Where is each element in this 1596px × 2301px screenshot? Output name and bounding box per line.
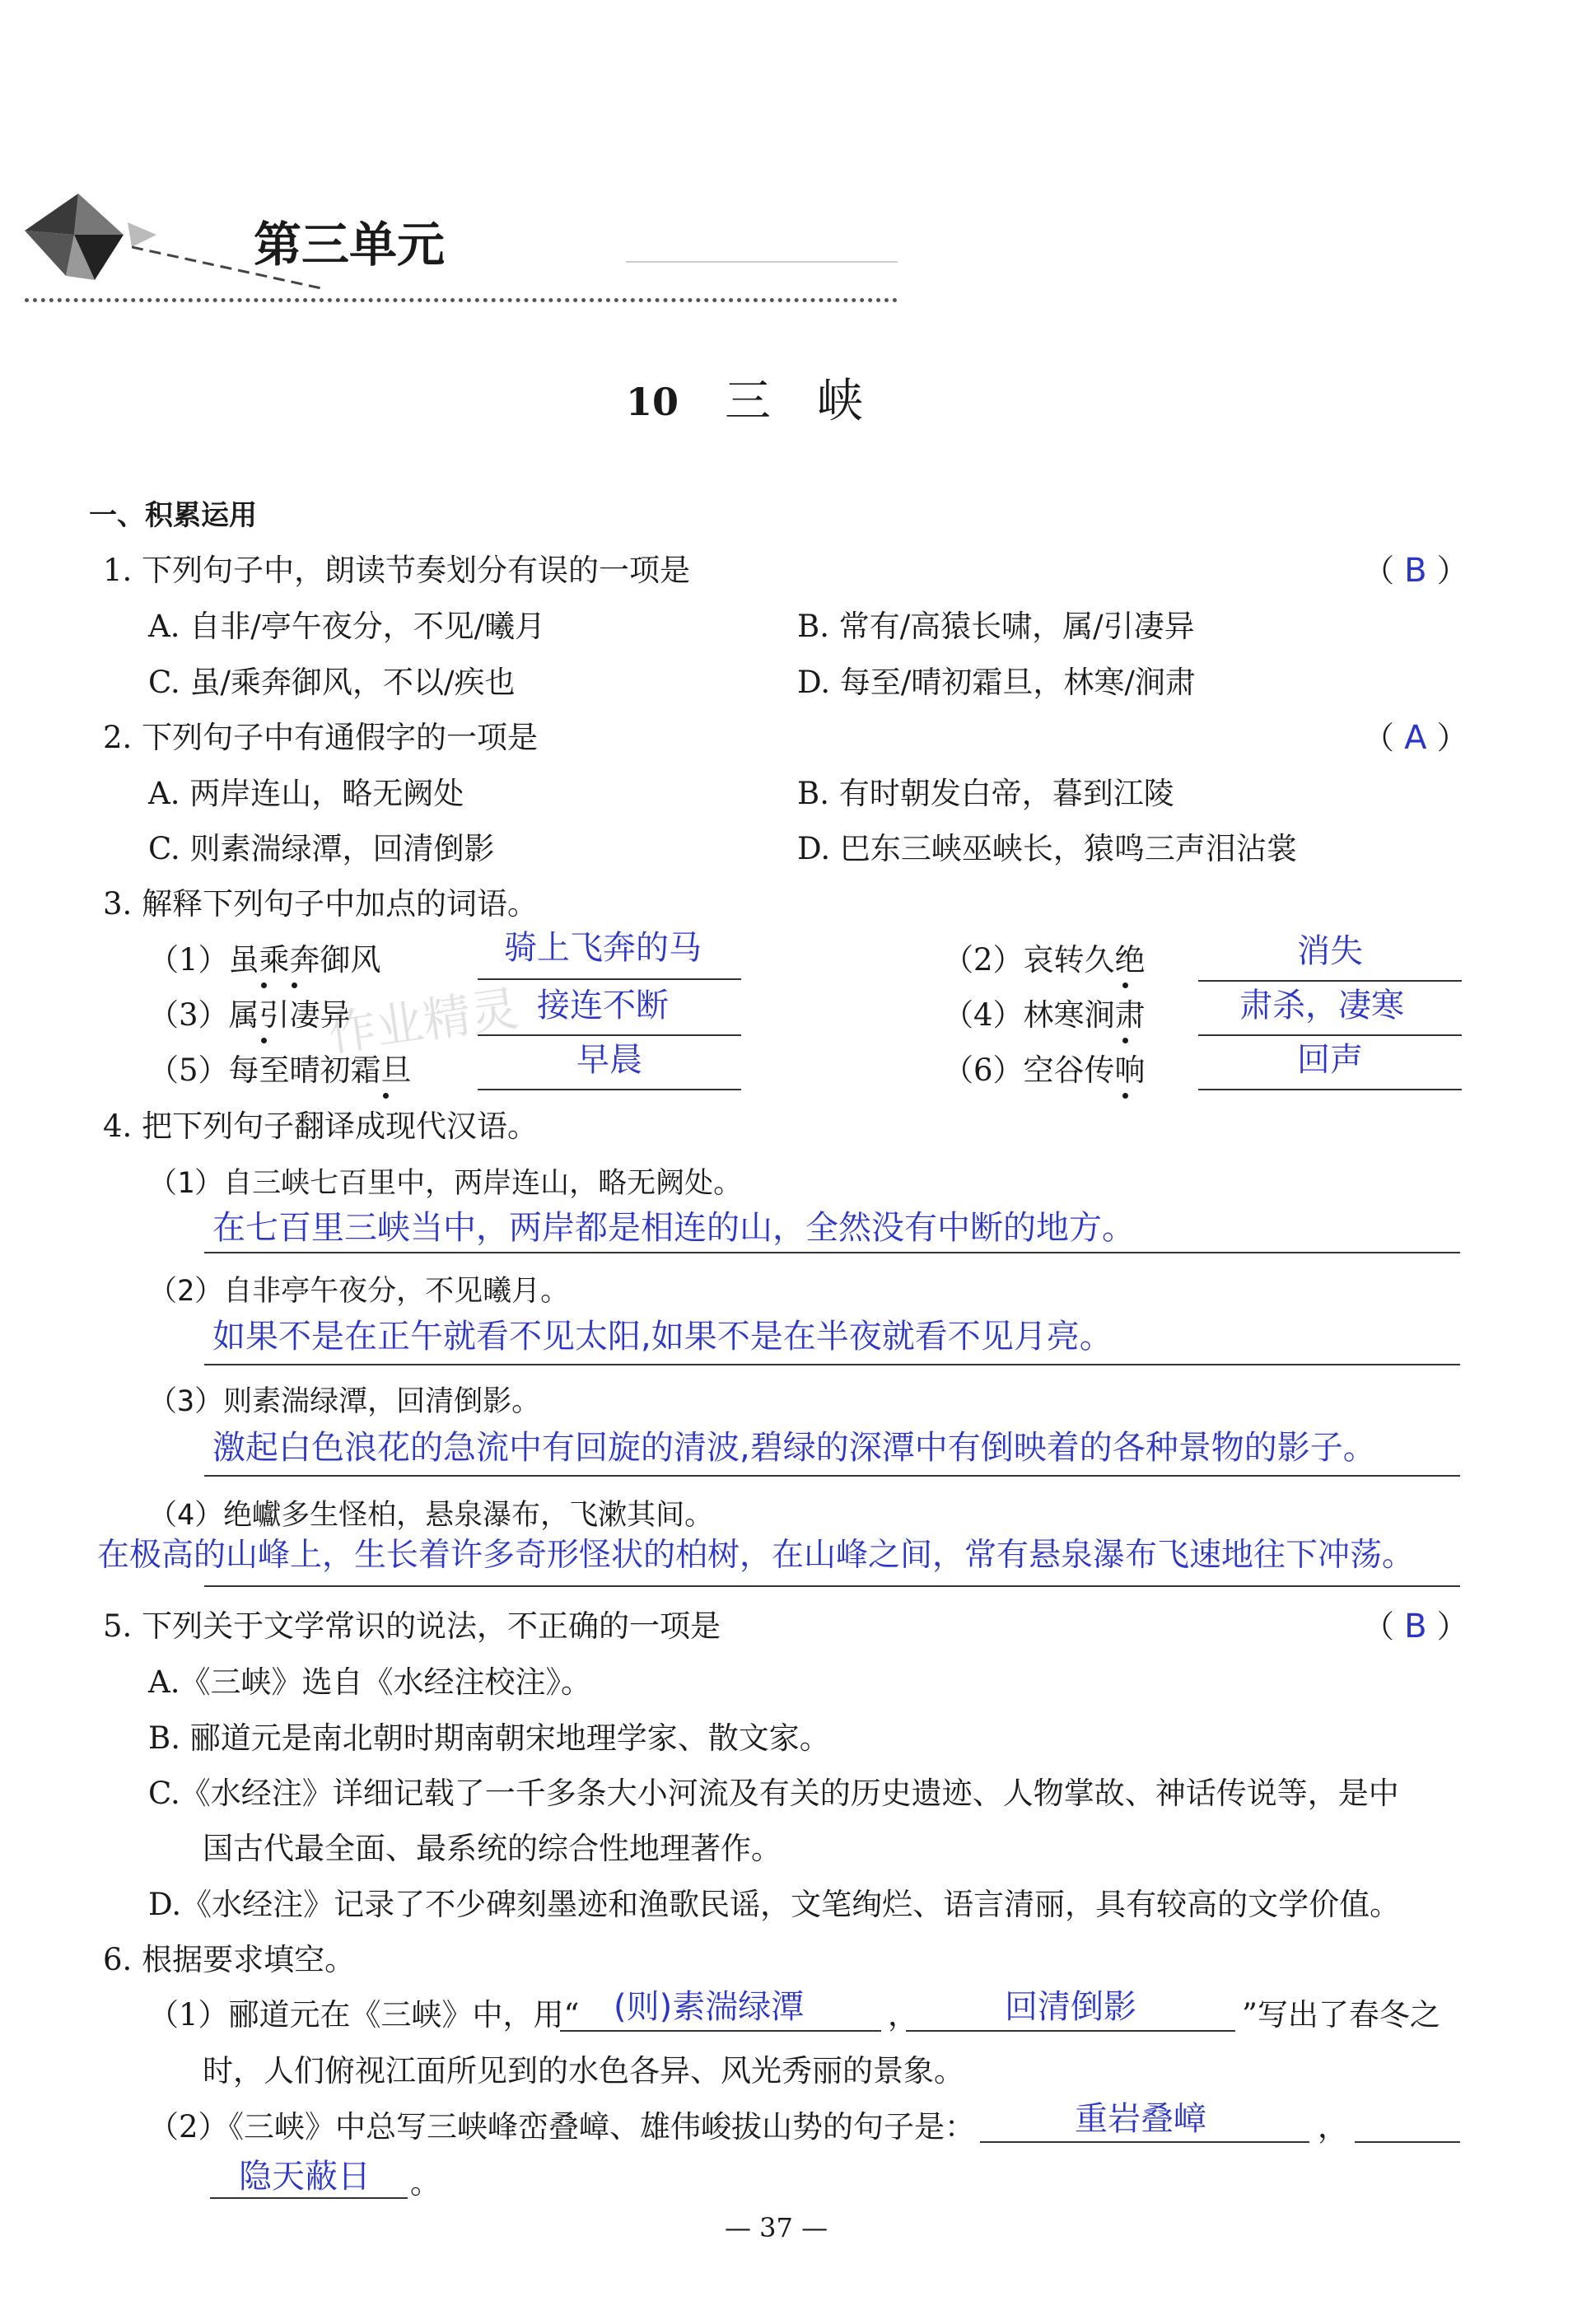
q2-answer-bracket: （ A ） [1363, 719, 1468, 757]
emphasis-dot [1122, 982, 1128, 988]
q5-option-b: B. 郦道元是南北朝时期南朝宋地理学家、散文家。 [148, 1720, 830, 1756]
q4-stem: 4. 把下列句子翻译成现代汉语。 [103, 1108, 539, 1144]
watermark: 作业精灵 [324, 980, 522, 1062]
q3-item-5-underline [478, 1089, 741, 1090]
emphasis-dot [1122, 1093, 1128, 1099]
lesson-number: 10 [626, 380, 679, 424]
q3-item-2-answer: 消失 [1297, 932, 1363, 970]
q1-stem: 1. 下列句子中，朗读节奏划分有误的一项是 [103, 553, 691, 588]
q6-p1-prefix: （1）郦道元在《三峡》中，用“ [148, 1997, 580, 2033]
q6-p1-blank-1 [560, 2030, 881, 2032]
header-dotted-divider [25, 298, 898, 302]
header-dash-line [132, 239, 898, 296]
q5-option-c: C.《水经注》详细记载了一千多条大小河流及有关的历史遗迹、人物掌故、神话传说等，是中 [148, 1776, 1399, 1811]
q4-item-2-label: （2）自非亭午夜分，不见曦月。 [148, 1275, 570, 1308]
q3-item-2-underline [1198, 980, 1462, 982]
q1-answer: B [1404, 552, 1427, 590]
q3-item-3-answer: 接连不断 [537, 987, 669, 1024]
q6-p1-answer-1: (则)素湍绿潭 [614, 1988, 805, 2026]
q4-item-4-label: （4）绝巘多生怪柏，悬泉瀑布，飞漱其间。 [148, 1499, 714, 1532]
q6-stem: 6. 根据要求填空。 [103, 1942, 356, 1977]
q6-p2-prefix: （2）《三峡》中总写三峡峰峦叠嶂、雄伟峻拔山势的句子是： [148, 2109, 976, 2145]
q4-item-3-underline [204, 1475, 1460, 1477]
emphasis-dot [383, 1093, 389, 1099]
q1-option-b: B. 常有/高猿长啸，属/引凄异 [797, 609, 1195, 644]
unit-title: 第三单元 [254, 217, 446, 273]
q6-p2-answer-2: 隐天蔽日 [239, 2158, 371, 2196]
q6-p2-comma: ， [1318, 2109, 1348, 2145]
q3-item-3-label: （3）属引凄异 [148, 997, 351, 1033]
q1-option-d: D. 每至/晴初霜旦，林寒/涧肃 [797, 665, 1196, 700]
emphasis-dot [1122, 1038, 1128, 1043]
emphasis-dot [261, 1038, 267, 1043]
q5-answer: B [1404, 1608, 1427, 1645]
q6-p1-suffix: ”写出了春冬之 [1242, 1997, 1440, 2033]
q2-option-a: A. 两岸连山，略无阙处 [148, 776, 464, 811]
q3-item-4-answer: 肃杀，凄寒 [1239, 987, 1404, 1024]
q4-item-3-label: （3）则素湍绿潭，回清倒影。 [148, 1385, 541, 1418]
q6-p1-cont: 时，人们俯视江面所见到的水色各异、风光秀丽的景象。 [203, 2053, 964, 2089]
q3-item-5-answer: 早晨 [576, 1041, 642, 1079]
q5-option-d: D.《水经注》记录了不少碑刻墨迹和渔歌民谣，文笔绚烂、语言清丽，具有较高的文学价值。 [148, 1887, 1401, 1922]
q4-item-3-answer: 激起白色浪花的急流中有回旋的清波,碧绿的深潭中有倒映着的各种景物的影子。 [212, 1429, 1376, 1467]
section-title: 一、积累运用 [89, 499, 257, 532]
q3-item-4-underline [1198, 1034, 1462, 1036]
q2-answer: A [1404, 719, 1427, 757]
q5-answer-bracket: （ B ） [1363, 1608, 1468, 1645]
q3-item-6-answer: 回声 [1297, 1041, 1363, 1079]
q2-stem: 2. 下列句子中有通假字的一项是 [103, 720, 539, 755]
emphasis-dot [292, 982, 297, 988]
q1-answer-bracket: （ B ） [1363, 552, 1468, 590]
q1-option-a: A. 自非/亭午夜分，不见/曦月 [148, 609, 546, 644]
q3-item-2-label: （2）哀转久绝 [943, 942, 1146, 978]
q4-item-4-answer: 在极高的山峰上，生长着许多奇形怪状的柏树，在山峰之间，常有悬泉瀑布飞速地往下冲荡。 [97, 1537, 1415, 1574]
q4-item-2-answer: 如果不是在正午就看不见太阳,如果不是在半夜就看不见月亮。 [212, 1318, 1113, 1356]
q6-p2-end: 。 [410, 2165, 441, 2201]
emphasis-dot [261, 982, 267, 988]
q2-option-c: C. 则素湍绿潭，回清倒影 [148, 831, 495, 866]
q3-stem: 3. 解释下列句子中加点的词语。 [103, 886, 539, 922]
q4-item-1-label: （1）自三峡七百里中，两岸连山，略无阙处。 [148, 1167, 743, 1200]
q6-p1-comma: ， [888, 1997, 918, 2033]
q3-item-6-label: （6）空谷传响 [943, 1052, 1146, 1088]
q2-option-b: B. 有时朝发白帝，暮到江陵 [797, 776, 1174, 811]
q3-item-1-answer: 骑上飞奔的马 [504, 929, 702, 967]
q6-p2-blank-2-cont [210, 2197, 408, 2199]
page-number: — 37 — [725, 2212, 828, 2243]
q6-p2-answer-1: 重岩叠嶂 [1075, 2100, 1206, 2138]
q3-item-1-underline [478, 978, 741, 980]
q5-option-c-cont: 国古代最全面、最系统的综合性地理著作。 [203, 1831, 782, 1866]
q3-item-5-label: （5）每至晴初霜旦 [148, 1052, 412, 1088]
q3-item-4-label: （4）林寒涧肃 [943, 997, 1146, 1033]
q3-item-6-underline [1198, 1089, 1462, 1090]
q4-item-4-underline [204, 1585, 1460, 1587]
q2-option-d: D. 巴东三峡巫峡长，猿鸣三声泪沾裳 [797, 831, 1297, 866]
q4-item-1-answer: 在七百里三峡当中，两岸都是相连的山，全然没有中断的地方。 [212, 1209, 1135, 1247]
q6-p2-blank-1 [980, 2141, 1309, 2143]
q6-p1-blank-2 [906, 2030, 1235, 2032]
q6-p1-answer-2: 回清倒影 [1005, 1988, 1136, 2026]
q6-p2-blank-2 [1355, 2141, 1460, 2143]
q4-item-2-underline [204, 1364, 1460, 1365]
q3-item-1-label: （1）虽乘奔御风 [148, 942, 381, 978]
q1-option-c: C. 虽/乘奔御风，不以/疾也 [148, 665, 516, 700]
q5-stem: 5. 下列关于文学常识的说法，不正确的一项是 [103, 1608, 721, 1644]
lesson-title: 三 峡 [725, 375, 863, 428]
q4-item-1-underline [204, 1252, 1460, 1253]
q5-option-a: A.《三峡》选自《水经注校注》。 [148, 1664, 591, 1700]
